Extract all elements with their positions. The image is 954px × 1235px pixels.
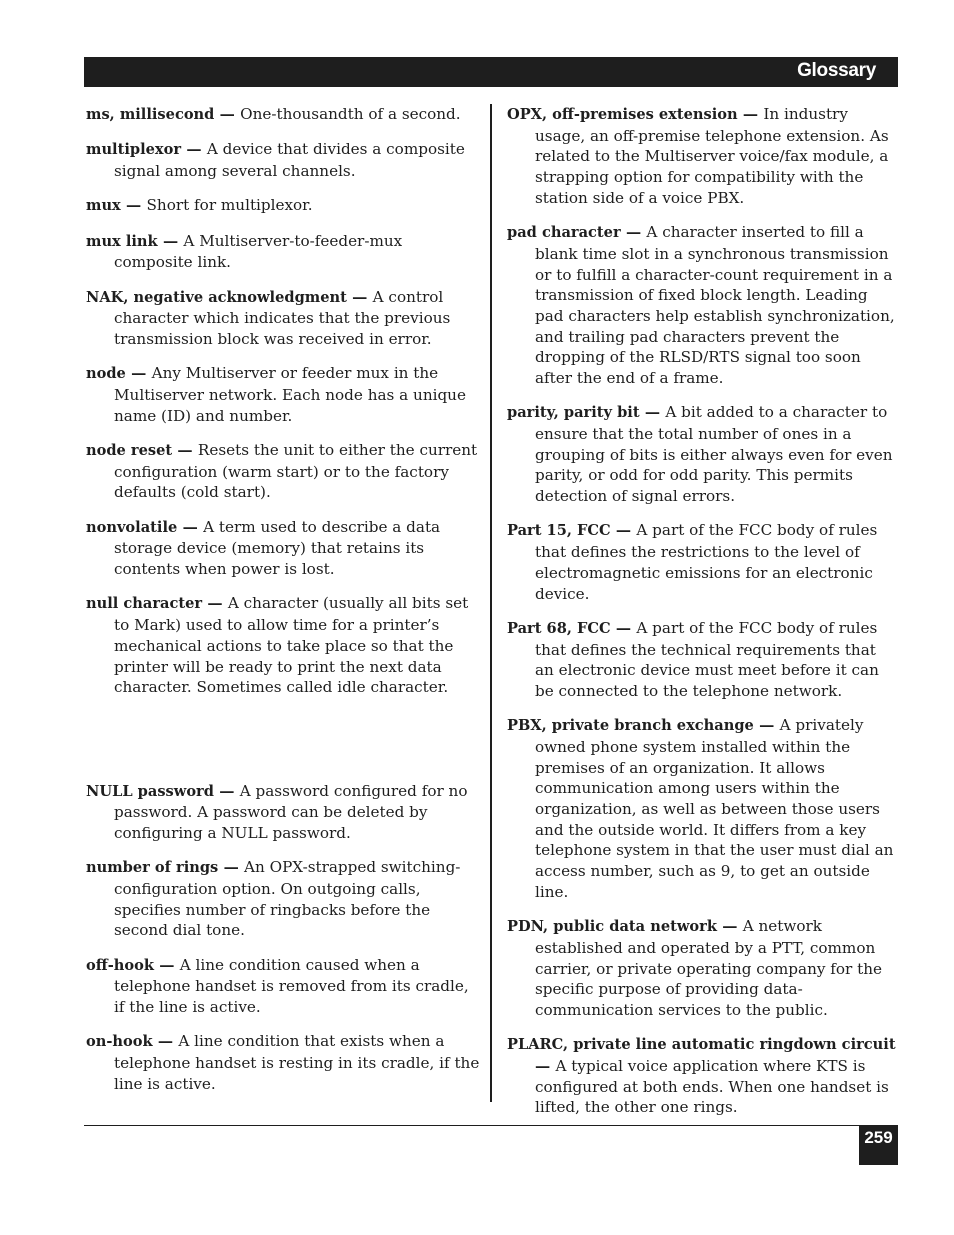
page-number: 259 <box>864 1128 893 1147</box>
glossary-term: ms, millisecond <box>86 106 215 123</box>
glossary-entry: NULL password — A password configured for no password. A password can be deleted by configuring a NULL password. <box>86 781 468 842</box>
glossary-entry: multiplexor — A device that divides a composite signal among several channels. <box>86 140 465 180</box>
glossary-entry: number of rings — An OPX-strapped switching-configuration option. On outgoing calls, specifies number of ringbacks before the second dial tone. <box>86 858 461 940</box>
glossary-term: multiplexor <box>86 141 182 159</box>
glossary-term: mux <box>86 197 121 215</box>
glossary-entry: pad character — A character inserted to fill a blank time slot in a synchronous transmission or to fulfill a character-count requirement in a transmission of fixed block length. Leading pad characters help establish synchronization, and trailing pad characters prevent the dropping of the RLSD/RTS signal too soon after the end of a frame. <box>507 223 895 388</box>
column-spacer <box>86 712 480 781</box>
glossary-term: on-hook <box>86 1033 153 1051</box>
glossary-definition: A device that divides a composite signal among several channels. <box>114 140 465 180</box>
glossary-term: PBX, private branch exchange <box>507 717 754 735</box>
glossary-definition: Short for multiplexor. <box>146 196 313 215</box>
glossary-definition: A privately owned phone system installed within the premises of an organization. It allows communication among users within the organization, as well as between those users and the outside world. It differs from a key telephone system in that the user must dial an access number, such as 9, to get an outside line. <box>535 716 894 901</box>
footer-rule <box>84 1125 898 1126</box>
glossary-entry: mux link — A Multiserver-to-feeder-mux composite link. <box>86 231 403 272</box>
page-title: Glossary <box>797 60 876 81</box>
glossary-entry: NAK, negative acknowledgment — A control character which indicates that the previous transmission block was received in error. <box>86 287 451 348</box>
glossary-entry: PBX, private branch exchange — A privately owned phone system installed within the premises of an organization. It allows communication among users within the organization, as well as between those users and the outside world. It differs from a key telephone system in that the user must dial an access number, such as 9, to get an outside line. <box>507 716 894 901</box>
glossary-term: Part 68, FCC <box>507 619 611 637</box>
glossary-term: PDN, public data network <box>507 918 717 936</box>
glossary-definition: A character inserted to fill a blank time slot in a synchronous transmission or to fulfill a character-count requirement in a transmission of fixed block length. Leading pad characters help establish synchronization, and trailing pad characters prevent the dropping of the RLSD/RTS signal too soon after the end of a frame. <box>535 223 895 388</box>
glossary-term: PLARC, private line automatic ringdown circuit <box>507 1036 896 1054</box>
glossary-term: nonvolatile <box>86 518 178 536</box>
glossary-entry: OPX, off-premises extension — In industry usage, an off-premise telephone extension. As related to the Multiserver voice/fax module, a strapping option for compatibility with the station side of a voice PBX. <box>507 105 889 207</box>
glossary-definition: A bit added to a character to ensure that the total number of ones in a grouping of bits is either always even for even parity, or odd for odd parity. This permits detection of signal errors. <box>535 403 893 506</box>
glossary-term: number of rings <box>86 859 219 877</box>
glossary-definition: A network established and operated by a PTT, common carrier, or private operating company for the specific purpose of providing data-communication services to the public. <box>535 917 882 1019</box>
glossary-term: node <box>86 365 126 383</box>
glossary-definition: A part of the FCC body of rules that defines the technical requirements that an electronic device must meet before it can be connected to the telephone network. <box>535 618 879 700</box>
glossary-term: off-hook <box>86 956 154 974</box>
glossary-term: NAK, negative acknowledgment <box>86 288 347 306</box>
glossary-entry: node — Any Multiserver or feeder mux in the Multiserver network. Each node has a unique name (ID) and number. <box>86 364 466 425</box>
glossary-term: parity, parity bit <box>507 404 640 422</box>
glossary-entry: Part 68, FCC — A part of the FCC body of rules that defines the technical requirements that an electronic device must meet before it can be connected to the telephone network. <box>507 618 879 700</box>
glossary-term: node reset <box>86 442 173 459</box>
glossary-term: null character <box>86 595 203 613</box>
glossary-definition: A part of the FCC body of rules that defines the restrictions to the level of electromagnetic emissions for an electronic device. <box>535 521 878 603</box>
glossary-term: Part 15, FCC <box>507 522 611 540</box>
glossary-entry: Part 15, FCC — A part of the FCC body of rules that defines the restrictions to the level of electromagnetic emissions for an electronic device. <box>507 521 878 603</box>
glossary-entry: ms, millisecond — One-thousandth of a second. <box>86 105 461 123</box>
glossary-definition: A character (usually all bits set to Mark) used to allow time for a printer’s mechanical actions to take place so that the printer will be ready to print the next data character. Sometimes called idle character. <box>114 594 469 697</box>
glossary-entry: off-hook — A line condition caused when a telephone handset is removed from its cradle, if the line is active. <box>86 955 469 1017</box>
glossary-definition: A term used to describe a data storage device (memory) that retains its contents when power is lost. <box>114 517 441 579</box>
glossary-term: OPX, off-premises extension <box>507 106 738 123</box>
glossary-entry: parity, parity bit — A bit added to a character to ensure that the total number of ones in a grouping of bits is either always even for even parity, or odd for odd parity. This permits detection of signal errors. <box>507 403 893 506</box>
glossary-definition: Any Multiserver or feeder mux in the Multiserver network. Each node has a unique name (ID) and number. <box>114 364 466 425</box>
glossary-column-right <box>507 104 899 1132</box>
glossary-definition: A typical voice application where KTS is configured at both ends. When one handset is lifted, the other one rings. <box>535 1056 889 1117</box>
glossary-definition: An OPX-strapped switching-configuration option. On outgoing calls, specifies number of ringbacks before the second dial tone. <box>114 858 461 940</box>
glossary-entry: null character — A character (usually all bits set to Mark) used to allow time for a printer’s mechanical actions to take place so that the printer will be ready to print the next data character. Sometimes called idle character. <box>86 594 469 697</box>
glossary-definition: A Multiserver-to-feeder-mux composite link. <box>114 231 403 272</box>
glossary-entry: PDN, public data network — A network established and operated by a PTT, common carrier, or private operating company for the specific purpose of providing data-communication services to the public. <box>507 917 882 1019</box>
glossary-definition: A control character which indicates that the previous transmission block was received in error. <box>114 287 451 348</box>
glossary-definition: Resets the unit to either the current configuration (warm start) or to the factory defaults (cold start). <box>114 441 478 502</box>
glossary-entry: mux — Short for multiplexor. <box>86 196 313 215</box>
glossary-entry: nonvolatile — A term used to describe a data storage device (memory) that retains its contents when power is lost. <box>86 517 441 579</box>
page-number-box <box>859 1125 898 1165</box>
column-divider <box>490 104 492 1102</box>
glossary-term: pad character <box>507 224 621 242</box>
glossary-definition: A password configured for no password. A password can be deleted by configuring a NULL password. <box>114 781 468 842</box>
glossary-entry: on-hook — A line condition that exists when a telephone handset is resting in its cradle, if the line is active. <box>86 1032 480 1093</box>
glossary-definition: A line condition that exists when a telephone handset is resting in its cradle, if the line is active. <box>114 1032 480 1093</box>
glossary-definition: A line condition caused when a telephone handset is removed from its cradle, if the line is active. <box>114 955 469 1017</box>
glossary-definition: In industry usage, an off-premise telephone extension. As related to the Multiserver voice/fax module, a strapping option for compatibility with the station side of a voice PBX. <box>535 105 889 207</box>
glossary-entry: PLARC, private line automatic ringdown circuit — A typical voice application where KTS is configured at both ends. When one handset is lifted, the other one rings. <box>507 1036 896 1117</box>
glossary-term: mux link <box>86 232 158 250</box>
header-bar <box>84 57 898 87</box>
glossary-column-left <box>86 104 480 1108</box>
glossary-definition: One-thousandth of a second. <box>240 105 461 123</box>
glossary-term: NULL password <box>86 782 214 800</box>
glossary-entry: node reset — Resets the unit to either the current configuration (warm start) or to the factory defaults (cold start). <box>86 441 478 502</box>
